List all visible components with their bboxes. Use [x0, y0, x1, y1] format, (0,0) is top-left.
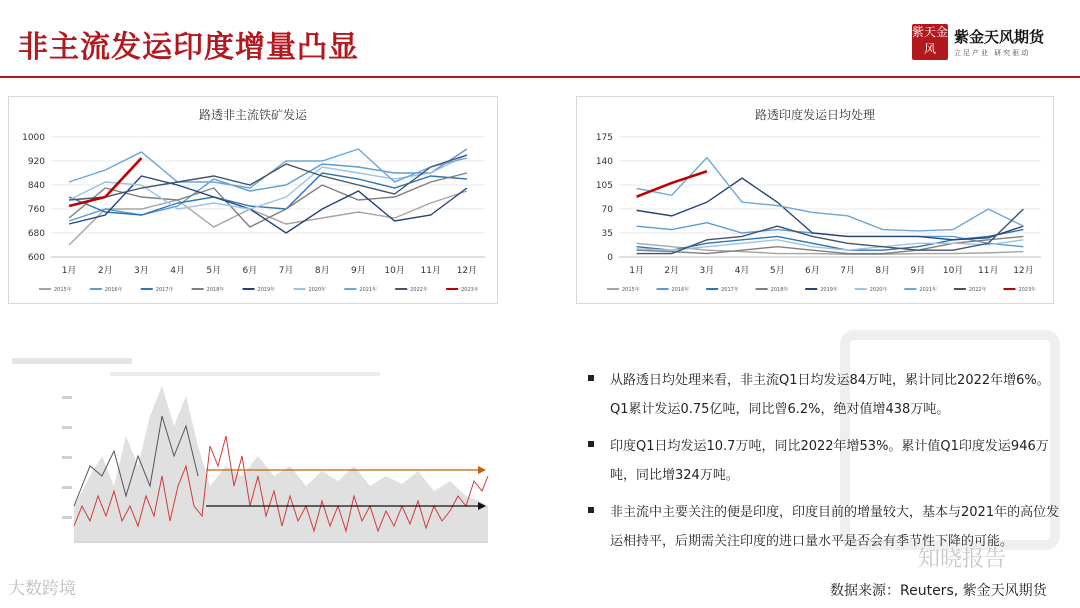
- y-tick-label: 35: [601, 229, 613, 239]
- chart-panel-right: [576, 96, 1054, 304]
- legend-label: 2016年: [104, 287, 123, 293]
- x-tick-label: 8月: [875, 266, 891, 276]
- x-tick-label: 4月: [734, 266, 750, 276]
- y-tick-label: 680: [27, 229, 45, 239]
- legend-label: 2020年: [869, 287, 888, 293]
- x-tick-label: 8月: [314, 266, 330, 276]
- y-tick-label: 105: [595, 181, 613, 191]
- bullet-marker: [588, 375, 594, 381]
- x-tick-label: 11月: [978, 266, 999, 276]
- data-source: 数据来源：Reuters, 紫金天风期货: [830, 583, 1047, 599]
- title-rule: [0, 76, 1080, 78]
- chart-title: 路透非主流铁矿发运: [198, 108, 308, 122]
- y-tick-label: 840: [27, 181, 45, 191]
- x-tick-label: 12月: [456, 266, 478, 276]
- x-tick-label: 2月: [97, 266, 113, 276]
- x-tick-label: 9月: [351, 266, 366, 276]
- legend-label: 2017年: [721, 287, 739, 293]
- legend-label: 2016年: [671, 287, 690, 293]
- chart-india-shipments: [577, 97, 1053, 303]
- x-tick-label: 1月: [61, 266, 77, 276]
- legend-label: 2015年: [622, 287, 640, 293]
- watermark-zhixiao: 知晓报告: [918, 547, 1007, 572]
- legend-label: 2019年: [820, 287, 838, 293]
- legend-label: 2019年: [257, 287, 276, 293]
- y-tick-label: 70: [601, 205, 613, 215]
- legend-label: 2020年: [308, 287, 327, 293]
- x-tick-label: 2月: [664, 266, 680, 276]
- x-tick-label: 1月: [629, 266, 644, 276]
- company-logo: 紫天金风: [912, 24, 948, 60]
- bullet-list: [586, 366, 1066, 564]
- series-line-2021年: [637, 158, 1024, 231]
- chart-nonmainstream-shipments: [9, 97, 497, 303]
- x-tick-label: 6月: [805, 266, 820, 276]
- x-tick-label: 7月: [278, 266, 294, 276]
- x-tick-label: 7月: [840, 266, 855, 276]
- x-tick-label: 10月: [384, 266, 405, 276]
- bullet-text: 印度Q1日均发运10.7万吨，同比2022年增53%。累计值Q1印度发运946万吨，同比增324万吨。: [610, 439, 1049, 483]
- legend-label: 2023年: [461, 287, 479, 293]
- bullet-text: 从路透日均处理来看，非主流Q1日均发运84万吨，累计同比2022年增6%。Q1累计发运0.75亿吨，同比曾6.2%，绝对值增438万吨。: [610, 373, 1050, 417]
- x-tick-label: 5月: [206, 266, 222, 276]
- y-tick-label: 920: [27, 157, 45, 167]
- legend-label: 2017年: [155, 287, 174, 293]
- y-tick-label: 0: [607, 253, 613, 263]
- legend-label: 2021年: [359, 287, 378, 293]
- x-tick-label: 3月: [134, 266, 149, 276]
- seasonal-chart-thumbnail: [10, 356, 500, 554]
- x-tick-label: 12月: [1013, 266, 1034, 276]
- series-line-2023年: [637, 171, 707, 196]
- x-tick-label: 10月: [942, 266, 964, 276]
- y-tick-label: 175: [595, 133, 613, 143]
- brand-name: 紫金天风期货: [954, 28, 1045, 46]
- series-line-2021年: [69, 149, 467, 188]
- series-line-2020年: [69, 155, 467, 209]
- legend-label: 2018年: [770, 287, 789, 293]
- x-tick-label: 5月: [769, 266, 785, 276]
- legend-label: 2021年: [919, 287, 938, 293]
- x-tick-label: 9月: [910, 266, 926, 276]
- legend-label: 2022年: [968, 287, 987, 293]
- chart-title: 路透印度发运日均处理: [754, 108, 876, 122]
- legend-label: 2023年: [1018, 287, 1037, 293]
- legend-label: 2015年: [54, 287, 72, 293]
- bullet-text: 非主流中主要关注的便是印度，印度目前的增量较大，基本与2021年的高位发运相持平，后期需关注印度的进口量水平是否会有季节性下降的可能。: [610, 505, 1060, 549]
- legend-label: 2018年: [206, 287, 225, 293]
- page-title: 非主流发运印度增量凸显: [18, 30, 359, 65]
- y-tick-label: 140: [595, 157, 613, 167]
- thumbnail-header-strip: [12, 358, 132, 364]
- chart-panel-left: [8, 96, 498, 304]
- brand-slogan: 立足产业 研究驱动: [954, 49, 1031, 57]
- bullet-item: [586, 366, 1066, 424]
- x-tick-label: 3月: [699, 266, 715, 276]
- bullet-item: [586, 432, 1066, 490]
- x-tick-label: 11月: [420, 266, 441, 276]
- bullet-marker: [588, 507, 594, 513]
- x-tick-label: 4月: [170, 266, 185, 276]
- thumbnail-legend-strip: [110, 372, 380, 376]
- bullet-marker: [588, 441, 594, 447]
- legend-label: 2022年: [410, 287, 428, 293]
- x-tick-label: 6月: [242, 266, 258, 276]
- watermark-dashu: 大数跨境: [8, 579, 76, 599]
- y-tick-label: 600: [27, 253, 45, 263]
- y-tick-label: 760: [27, 205, 45, 215]
- y-tick-label: 1000: [22, 133, 45, 143]
